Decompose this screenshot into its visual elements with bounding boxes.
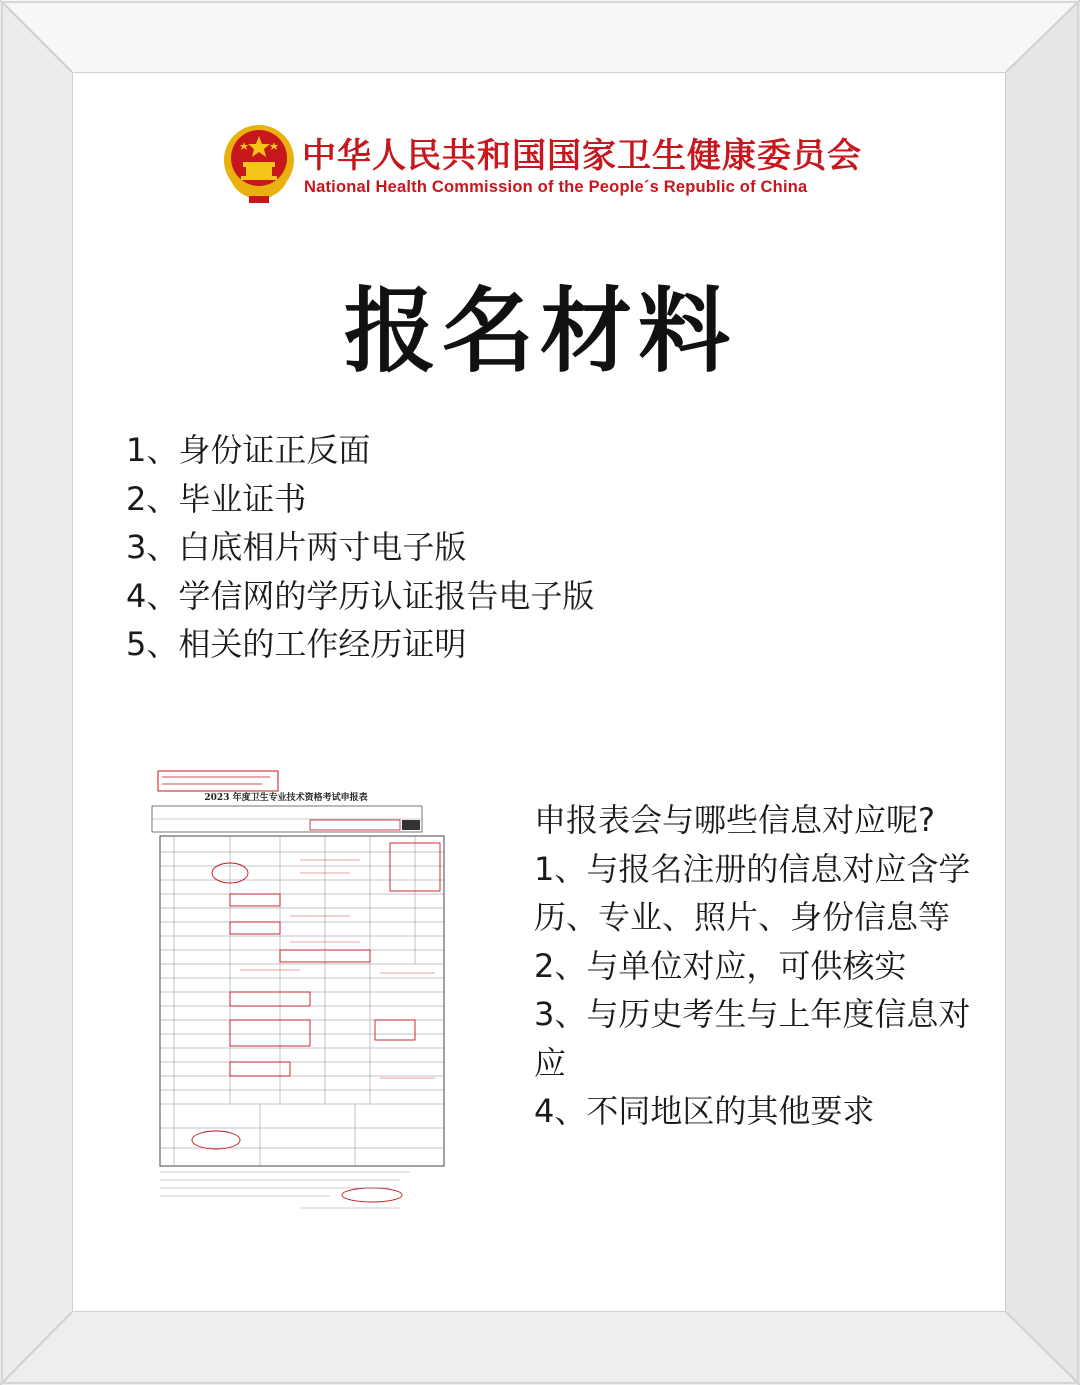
page-title: 报名材料: [343, 278, 736, 385]
list-item: 2、毕业证书: [126, 479, 307, 518]
list-item: 4、学信网的学历认证报告电子版: [126, 576, 595, 615]
commission-name-en: National Health Commission of the People´s Republic of China: [304, 178, 808, 196]
national-emblem-icon: [222, 122, 296, 204]
commission-name-cn: 中华人民共和国国家卫生健康委员会: [302, 136, 862, 176]
notes-item: 2、与单位对应，可供核实: [534, 946, 907, 985]
nhc-header: [222, 122, 882, 212]
notes-item: 3、与历史考生与上年度信息对应: [534, 995, 971, 1082]
form-title: 2023 年度卫生专业技术资格考试申报表: [204, 793, 368, 803]
application-form-image: [150, 768, 450, 1218]
list-item: 3、白底相片两寸电子版: [126, 528, 467, 566]
notes-item: 4、不同地区的其他要求: [534, 1092, 875, 1130]
list-item: 5、相关的工作经历证明: [126, 625, 467, 663]
notes-item: 1、与报名注册的信息对应含学历、专业、照片、身份信息等: [534, 849, 971, 936]
notes-question: 申报表会与哪些信息对应呢?: [534, 801, 935, 839]
form-notes: [534, 796, 974, 1136]
materials-list: [126, 426, 594, 669]
list-item: 1、身份证正反面: [126, 431, 371, 469]
